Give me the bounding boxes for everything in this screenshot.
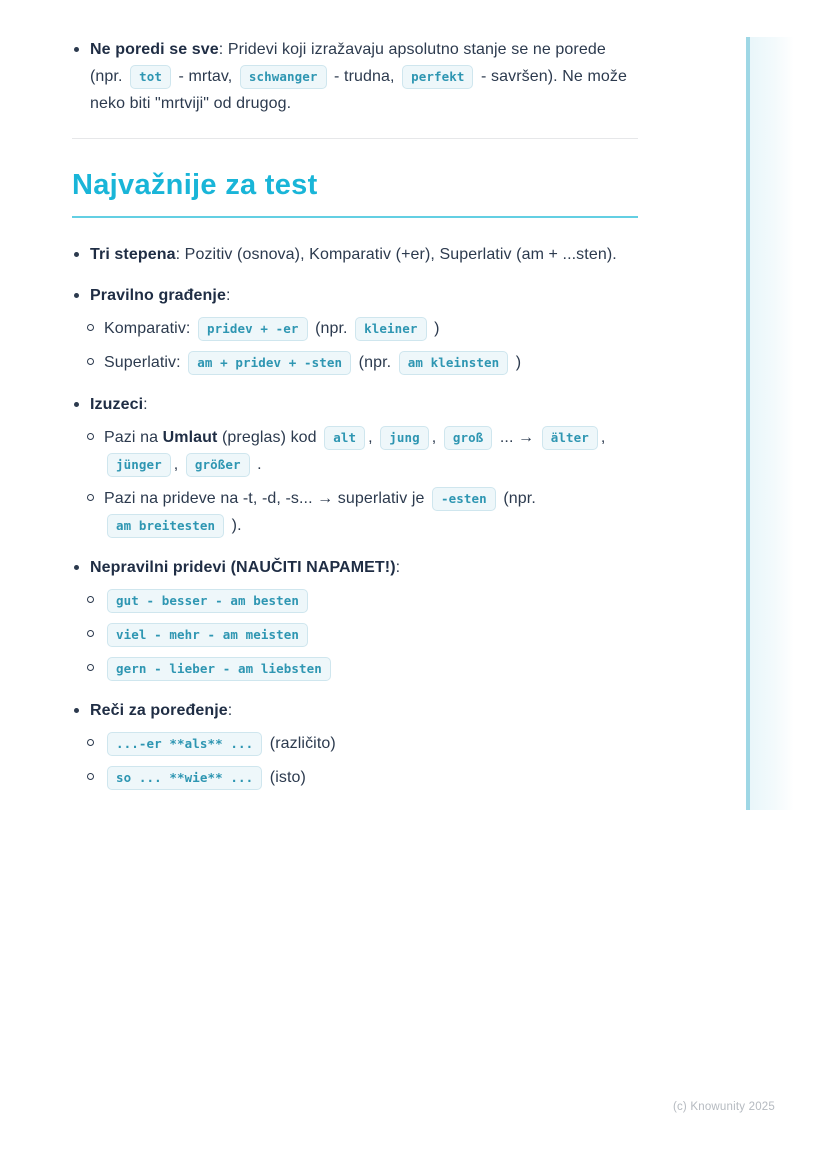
list-item <box>85 424 640 478</box>
text-run: : <box>225 287 231 304</box>
section-heading: Najvažnije za test <box>72 169 318 201</box>
text-run: , <box>600 429 606 446</box>
sub-list <box>85 424 640 539</box>
code-chip: gut - besser - am besten <box>107 589 308 613</box>
bullet-disc-icon <box>74 47 79 52</box>
copyright-text: (c) Knowunity 2025 <box>672 1101 775 1113</box>
text-run: : <box>395 559 401 576</box>
text-run: (npr. <box>354 354 396 371</box>
section-divider <box>72 138 638 139</box>
code-chip: gern - lieber - am liebsten <box>107 657 331 681</box>
bold-text: Izuzeci <box>90 396 144 413</box>
list-item-text <box>90 391 640 418</box>
code-chip: schwanger <box>240 65 327 89</box>
list-item-text <box>90 554 640 581</box>
list-item <box>85 349 640 376</box>
list-item <box>85 315 640 342</box>
bold-text: Pravilno građenje <box>90 287 226 304</box>
text-run: : <box>227 702 233 719</box>
list-item <box>85 485 640 539</box>
bold-text: Tri stepena <box>90 246 176 263</box>
text-run: : Pridevi koji izražavaju apsolutno stanje se ne porede (npr. <box>90 41 606 85</box>
bold-text: Ne poredi se sve <box>90 41 219 58</box>
code-chip: -esten <box>432 487 496 511</box>
page-content <box>72 36 640 806</box>
list-item <box>85 730 640 757</box>
code-chip: am kleinsten <box>399 351 509 375</box>
code-chip: viel - mehr - am meisten <box>107 623 308 647</box>
bullet-circle-icon <box>87 596 94 603</box>
heading-underline <box>72 216 638 218</box>
code-chip: alt <box>324 426 365 450</box>
list-item-text <box>104 485 640 539</box>
code-chip: jünger <box>107 453 171 477</box>
text-run: - mrtav, <box>173 68 237 85</box>
code-chip: perfekt <box>402 65 473 89</box>
bold-text: Umlaut <box>162 429 218 446</box>
text-run: , <box>368 429 378 446</box>
code-chip: jung <box>380 426 429 450</box>
bullet-circle-icon <box>87 358 94 365</box>
text-run: : <box>143 396 148 413</box>
code-chip: so ... **wie** ... <box>107 766 262 790</box>
text-run: (preglas) kod <box>217 429 322 446</box>
bullet-disc-icon <box>74 402 79 407</box>
code-chip: am breitesten <box>107 514 224 538</box>
bullet-circle-icon <box>87 630 94 637</box>
bullet-circle-icon <box>87 494 94 501</box>
code-chip: groß <box>444 426 493 450</box>
code-chip: pridev + -er <box>198 317 308 341</box>
list-item-text <box>90 36 640 117</box>
text-run: - trudna, <box>329 68 400 85</box>
list-item <box>72 554 640 581</box>
list-item-text <box>104 315 640 342</box>
text-run: , <box>173 456 183 473</box>
text-run: ). <box>227 517 242 534</box>
code-chip: tot <box>130 65 171 89</box>
list-item <box>72 391 640 418</box>
text-run: (npr. <box>310 320 353 337</box>
list-item-text <box>90 697 640 724</box>
code-chip: am + pridev + -sten <box>188 351 351 375</box>
list-item-text <box>104 587 640 614</box>
text-run: , <box>431 429 441 446</box>
code-chip: kleiner <box>355 317 426 341</box>
list-item-text <box>104 764 640 791</box>
list-item-text <box>104 621 640 648</box>
list-item <box>72 36 640 117</box>
list-item-text <box>104 655 640 682</box>
text-run: Superlativ: <box>104 354 186 371</box>
text-run: : Pozitiv (osnova), Komparativ (+er), Superlativ (am + ...sten). <box>175 246 617 263</box>
text-run: ) <box>511 354 522 371</box>
text-run: Komparativ: <box>104 320 196 337</box>
text-run: ... → <box>495 429 539 446</box>
page-edge-highlight <box>746 37 794 810</box>
list-item-text <box>104 730 640 757</box>
code-chip: größer <box>186 453 250 477</box>
text-run: (npr. <box>498 490 536 507</box>
sub-list <box>85 730 640 791</box>
bullet-disc-icon <box>74 708 79 713</box>
list-item <box>72 697 640 724</box>
list-item-text <box>90 241 640 268</box>
list-item <box>85 621 640 648</box>
bullet-disc-icon <box>74 565 79 570</box>
text-run: (različito) <box>265 735 336 752</box>
text-run: ) <box>429 320 440 337</box>
list-item <box>85 764 640 791</box>
list-item-text <box>104 424 640 478</box>
sub-list <box>85 315 640 376</box>
text-run: - savršen). Ne može neko biti "mrtviji" od drugog. <box>90 68 627 112</box>
text-run: Pazi na prideve na -t, -d, -s... → superlativ je <box>104 490 430 507</box>
list-item <box>72 241 640 268</box>
list-item-text <box>90 282 640 309</box>
list-item <box>72 282 640 309</box>
bullet-circle-icon <box>87 433 94 440</box>
text-run: Pazi na <box>104 429 163 446</box>
bold-text: Nepravilni pridevi (NAUČITI NAPAMET!) <box>90 559 396 576</box>
code-chip: älter <box>542 426 598 450</box>
bullet-disc-icon <box>74 293 79 298</box>
bold-text: Reči za poređenje <box>90 702 228 719</box>
sub-list <box>85 587 640 682</box>
bullet-circle-icon <box>87 739 94 746</box>
bullet-disc-icon <box>74 252 79 257</box>
main-list <box>72 241 640 791</box>
code-chip: ...-er **als** ... <box>107 732 262 756</box>
text-run: . <box>252 456 262 473</box>
list-item <box>85 655 640 682</box>
bullet-circle-icon <box>87 664 94 671</box>
list-item-text <box>104 349 640 376</box>
text-run: (isto) <box>265 769 306 786</box>
intro-list <box>72 36 640 117</box>
bullet-circle-icon <box>87 324 94 331</box>
bullet-circle-icon <box>87 773 94 780</box>
list-item <box>85 587 640 614</box>
